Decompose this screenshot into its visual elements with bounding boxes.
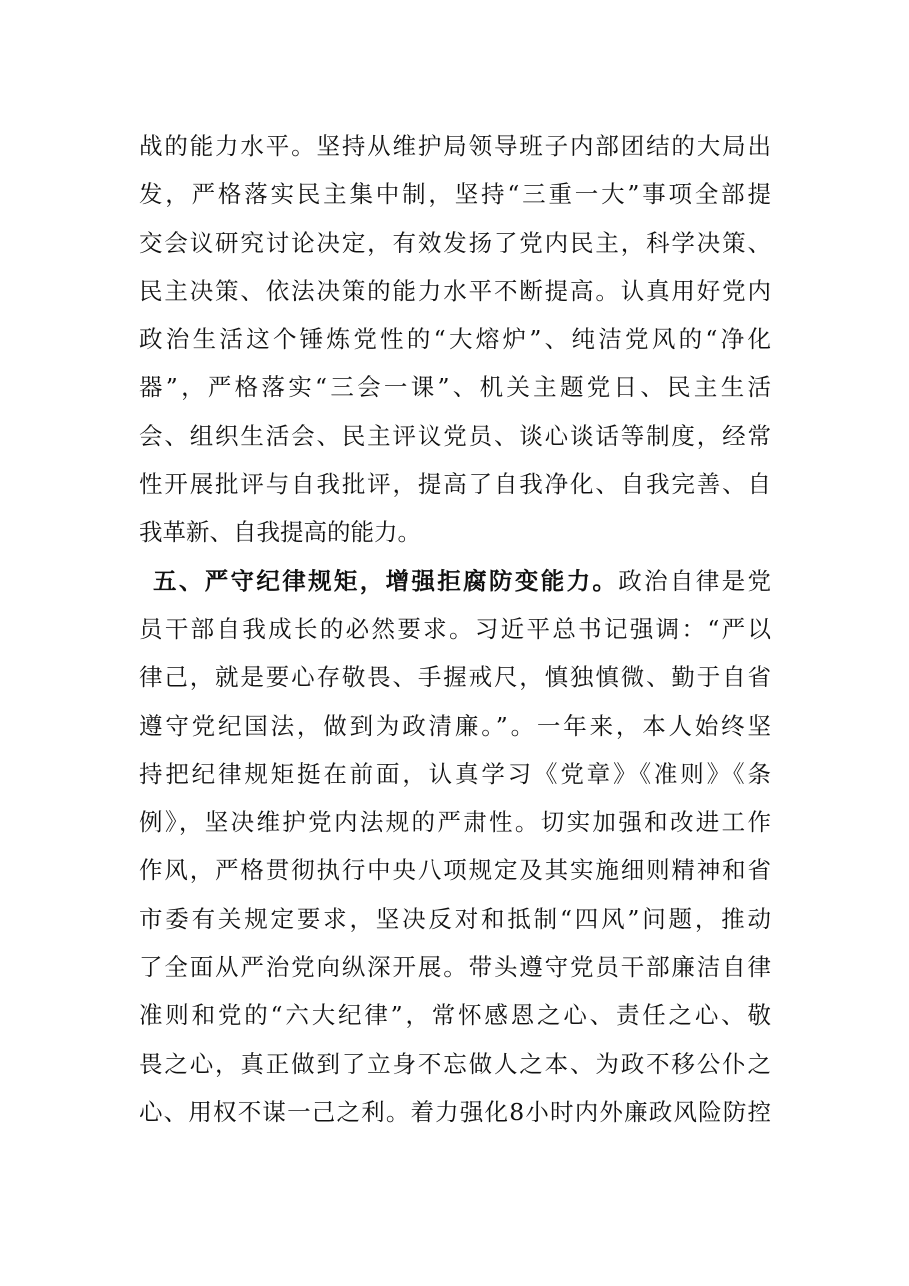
text-line: 遵守党纪国法，做到为政清廉。”。一年来，本人始终坚: [139, 711, 771, 740]
text-line: 员干部自我成长的必然要求。习近平总书记强调：“严以: [139, 614, 771, 643]
text-line: 心、用权不谋一己之利。着力强化8小时内外廉政风险防控: [139, 1097, 771, 1126]
text-line: 性开展批评与自我批评，提高了自我净化、自我完善、自: [139, 470, 771, 499]
text-line: 例》，坚决维护党内法规的严肃性。切实加强和改进工作: [139, 808, 771, 837]
text-line: 交会议研究讨论决定，有效发扬了党内民主，科学决策、: [139, 228, 771, 257]
text-line: 畏之心，真正做到了立身不忘做人之本、为政不移公仆之: [139, 1049, 771, 1078]
text-line: 战的能力水平。坚持从维护局领导班子内部团结的大局出: [139, 132, 771, 160]
section-heading-continuation: 政治自律是党: [618, 566, 771, 595]
text-line: 我革新、自我提高的能力。: [139, 518, 421, 547]
text-line: 持把纪律规矩挺在前面，认真学习《党章》《准则》《条: [139, 759, 771, 788]
text-line: 市委有关规定要求，坚决反对和抵制“四风”问题，推动: [139, 904, 771, 933]
text-line: 民主决策、依法决策的能力水平不断提高。认真用好党内: [139, 276, 771, 305]
section-heading-line: [139, 557, 771, 605]
text-line: 作风，严格贯彻执行中央八项规定及其实施细则精神和省: [139, 856, 771, 885]
section-heading: 五、严守纪律规矩，增强拒腐防变能力。: [153, 566, 619, 595]
text-line: 政治生活这个锤炼党性的“大熔炉”、纯洁党风的“净化: [139, 325, 771, 354]
body-text: [139, 122, 771, 1136]
text-line: 会、组织生活会、民主评议党员、谈心谈话等制度，经常: [139, 421, 771, 450]
text-line: 器”，严格落实“三会一课”、机关主题党日、民主生活: [139, 373, 771, 402]
text-line: 发，严格落实民主集中制，坚持“三重一大”事项全部提: [139, 180, 771, 209]
text-line: 准则和党的“六大纪律”，常怀感恩之心、责任之心、敬: [139, 1001, 771, 1030]
text-line: 律己，就是要心存敬畏、手握戒尺，慎独慎微、勤于自省: [139, 663, 771, 692]
text-line: 了全面从严治党向纵深开展。带头遵守党员干部廉洁自律: [139, 953, 771, 982]
